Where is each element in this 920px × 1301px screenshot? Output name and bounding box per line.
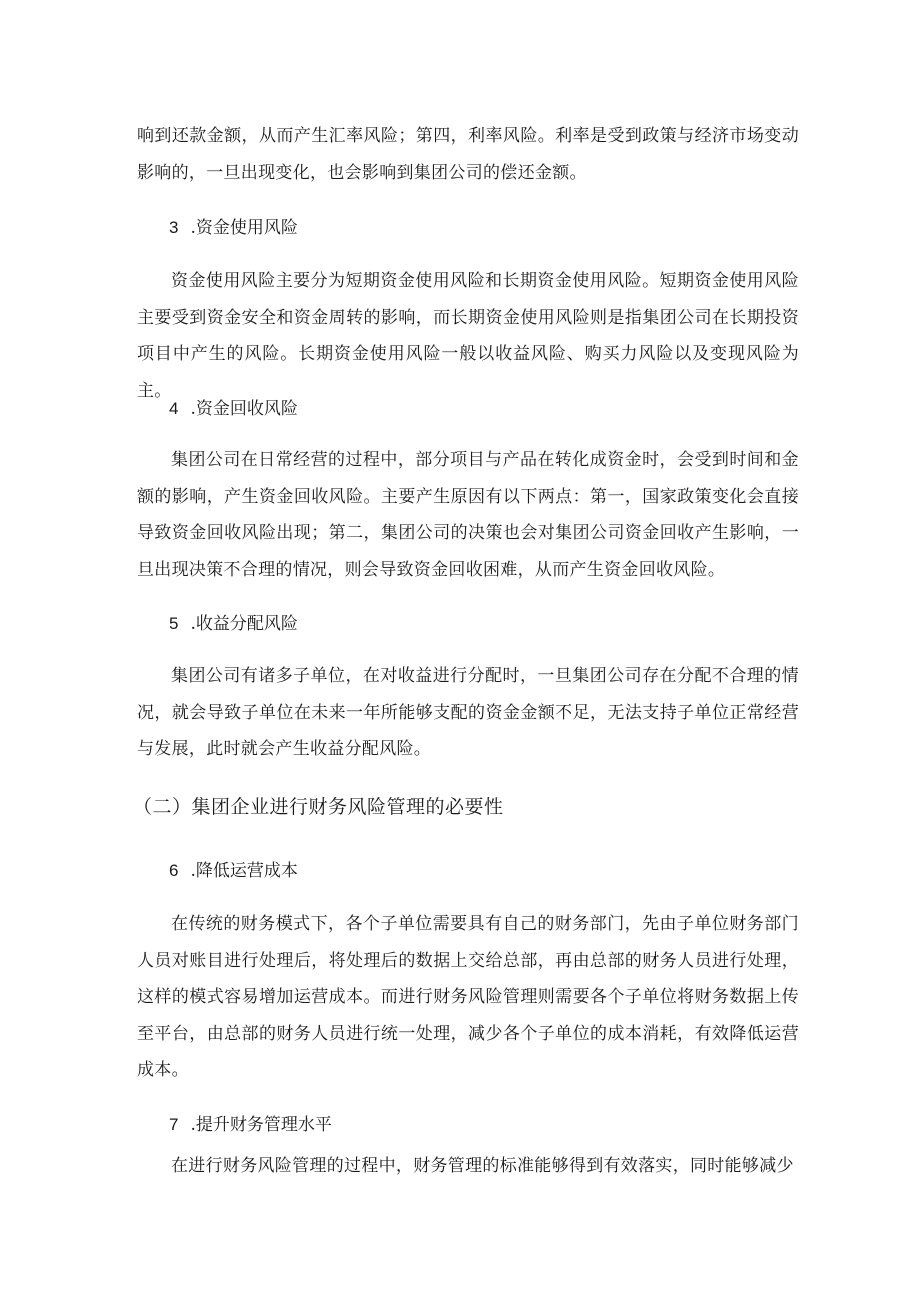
heading-text: .降低运营成本 bbox=[190, 861, 298, 881]
heading-text: .资金回收风险 bbox=[190, 399, 298, 419]
section-title: （二）集团企业进行财务风险管理的必要性 bbox=[133, 796, 504, 818]
heading-fund-recovery-risk bbox=[137, 395, 799, 423]
heading-text: .收益分配风险 bbox=[190, 614, 298, 634]
paragraph-improve-financial-management: 在进行财务风险管理的过程中，财务管理的标准能够得到有效落实，同时能够减少 bbox=[171, 1156, 794, 1176]
paragraph-fund-use-risk: 资金使用风险主要分为短期资金使用风险和长期资金使用风险。短期资金使用风险主要受到资金安全和资金周转的影响，而长期资金使用风险则是指集团公司在长期投资项目中产生的风险。长期资金使用风险一般以收益风险、购买力风险以及变现风险为主。 bbox=[137, 271, 799, 401]
heading-number: 6 bbox=[169, 861, 179, 880]
heading-text: .资金使用风险 bbox=[190, 218, 298, 238]
heading-number: 7 bbox=[169, 1115, 179, 1134]
paragraph-fund-recovery-risk: 集团公司在日常经营的过程中，部分项目与产品在转化成资金时，会受到时间和金额的影响，产生资金回收风险。主要产生原因有以下两点：第一，国家政策变化会直接导致资金回收风险出现；第二，集团公司的决策也会对集团公司资金回收产生影响，一旦出现决策不合理的情况，则会导致资金回收困难，从而产生资金回收风险。 bbox=[137, 450, 799, 580]
heading-number: 3 bbox=[169, 218, 179, 237]
heading-reduce-operating-cost bbox=[137, 857, 799, 885]
heading-improve-financial-management bbox=[137, 1111, 799, 1139]
heading-fund-use-risk bbox=[137, 214, 799, 242]
paragraph-income-distribution-risk: 集团公司有诸多子单位，在对收益进行分配时，一旦集团公司存在分配不合理的情况，就会导致子单位在未来一年所能够支配的资金金额不足，无法支持子单位正常经营与发展，此时就会产生收益分配风险。 bbox=[137, 666, 799, 759]
paragraph-exchange-interest-risk: 响到还款金额，从而产生汇率风险；第四，利率风险。利率是受到政策与经济市场变动影响的，一旦出现变化，也会影响到集团公司的偿还金额。 bbox=[137, 126, 799, 183]
heading-number: 4 bbox=[169, 399, 179, 418]
heading-number: 5 bbox=[169, 614, 179, 633]
paragraph-reduce-operating-cost: 在传统的财务模式下，各个子单位需要具有自己的财务部门，先由子单位财务部门人员对账目进行处理后，将处理后的数据上交给总部，再由总部的财务人员进行处理，这样的模式容易增加运营成本。而进行财务风险管理则需要各个子单位将财务数据上传至平台，由总部的财务人员进行统一处理，减少各个子单位的成本消耗，有效降低运营成本。 bbox=[137, 914, 799, 1080]
heading-text: .提升财务管理水平 bbox=[190, 1115, 332, 1135]
heading-income-distribution-risk bbox=[137, 610, 799, 638]
